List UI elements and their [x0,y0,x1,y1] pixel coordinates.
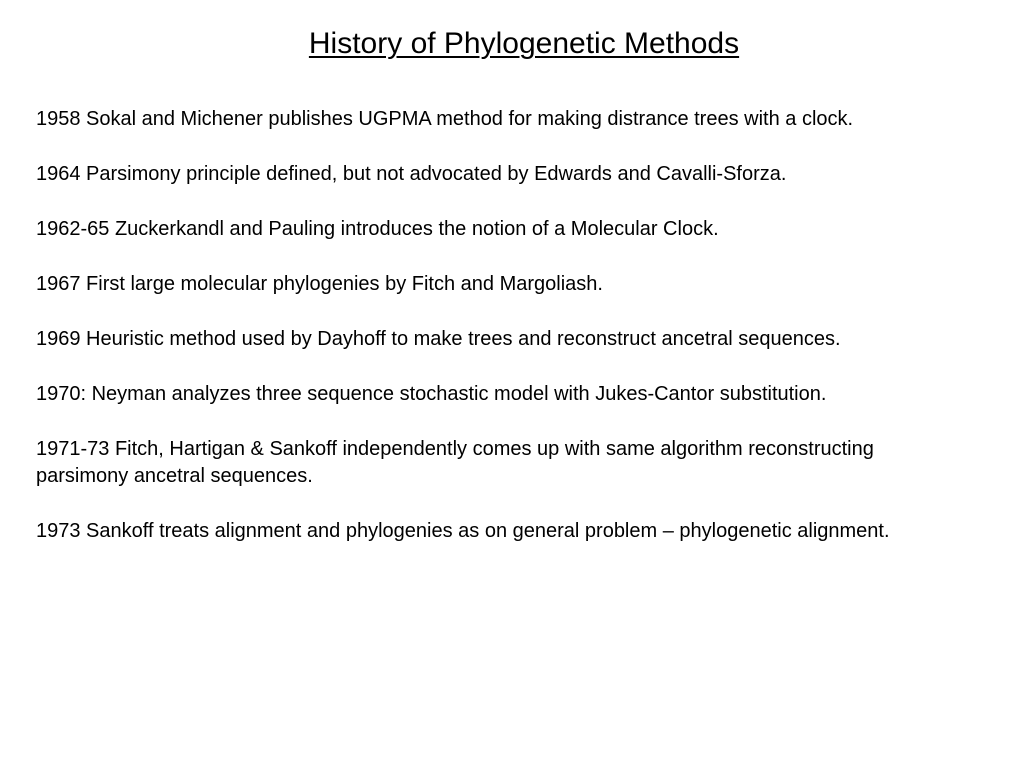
history-entry-1964: 1964 Parsimony principle defined, but not advocated by Edwards and Cavalli-Sforza. [36,163,787,185]
history-entry-1967: 1967 First large molecular phylogenies by Fitch and Margoliash. [36,273,603,295]
history-entry-1970: 1970: Neyman analyzes three sequence stochastic model with Jukes-Cantor substitution. [36,383,827,405]
history-entry-1971-73 [36,436,1016,490]
history-entry-1971-73-line-2: parsimony ancetral sequences. [36,465,313,487]
history-entry-1962-65: 1962-65 Zuckerkandl and Pauling introduces the notion of a Molecular Clock. [36,218,719,240]
history-entry-1958: 1958 Sokal and Michener publishes UGPMA method for making distrance trees with a clock. [36,108,854,130]
history-entry-1973: 1973 Sankoff treats alignment and phylogenies as on general problem – phylogenetic alignment. [36,520,890,542]
history-list [36,106,1016,573]
history-entry-1971-73-line-1: 1971-73 Fitch, Hartigan & Sankoff independently comes up with same algorithm reconstructing [36,438,874,460]
slide-title: History of Phylogenetic Methods [308,27,740,60]
history-entry-1969: 1969 Heuristic method used by Dayhoff to make trees and reconstruct ancetral sequences. [36,328,841,350]
